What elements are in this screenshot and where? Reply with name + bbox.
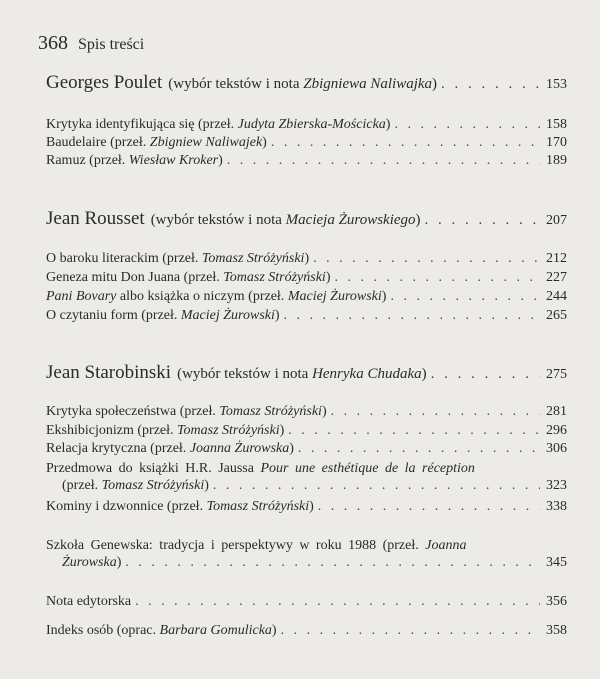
page-ref: 296 xyxy=(546,423,567,438)
running-title: Spis treści xyxy=(78,36,145,53)
toc-entry-multiline xyxy=(0,461,600,494)
translator: Maciej Żurowski xyxy=(287,289,382,304)
translator: Joanna Żurowska xyxy=(189,441,290,456)
entry-title: Ekshibicjonizm (przeł. xyxy=(46,423,178,438)
translator: Tomasz Stróżyński xyxy=(101,478,205,493)
translator: Tomasz Stróżyński xyxy=(223,270,326,285)
toc-entry xyxy=(0,404,600,420)
entry-title: Ramuz (przeł. xyxy=(46,153,129,168)
running-header xyxy=(38,32,144,55)
entry-close: ) xyxy=(116,555,122,570)
toc-entry-szkola xyxy=(0,538,600,571)
dot-leader xyxy=(281,623,540,639)
page-ref: 207 xyxy=(546,213,567,228)
section-note: (wybór tekstów i nota xyxy=(177,366,313,382)
section-note-close: ) xyxy=(415,212,421,228)
translator: Wiesław Kroker xyxy=(128,153,219,168)
entry-close: ) xyxy=(279,423,285,438)
toc-entry xyxy=(0,289,600,305)
page-number: 368 xyxy=(38,32,68,54)
translator: Zbigniew Naliwajek xyxy=(149,135,263,150)
entry-close: ) xyxy=(321,404,327,419)
entry-close: ) xyxy=(274,308,280,323)
section-name: Jean Starobinski xyxy=(46,362,172,383)
entry-close: ) xyxy=(304,251,310,266)
section-note-author: Henryka Chudaka xyxy=(312,366,422,382)
entry-title: Krytyka identyfikująca się (przeł. xyxy=(46,117,238,132)
page-ref: 212 xyxy=(546,251,567,266)
entry-close: ) xyxy=(289,441,294,456)
section-note-author: Zbigniewa Naliwajka xyxy=(303,76,433,92)
section-note-close: ) xyxy=(432,76,438,92)
section-heading-rousset xyxy=(0,208,600,230)
dot-leader xyxy=(318,499,540,515)
entry-close: ) xyxy=(385,117,391,132)
entry-continuation: (przeł. xyxy=(62,478,102,493)
dot-leader xyxy=(431,366,540,383)
toc-entry xyxy=(0,308,600,324)
page-ref: 323 xyxy=(546,478,567,493)
toc-entry xyxy=(0,135,600,151)
section-note-close: ) xyxy=(421,366,427,382)
entry-title: Indeks osób (oprac. xyxy=(46,623,160,638)
dot-leader xyxy=(135,594,540,610)
toc-entry-indeks xyxy=(0,623,600,639)
section-heading-poulet xyxy=(0,72,600,94)
section-heading-starobinski xyxy=(0,362,600,384)
page-ref: 338 xyxy=(546,499,567,514)
page-ref: 306 xyxy=(546,441,567,456)
dot-leader xyxy=(335,270,541,286)
page-ref: 189 xyxy=(546,153,567,168)
page-ref: 358 xyxy=(546,623,567,638)
entry-close: ) xyxy=(271,623,277,638)
entry-title: Nota edytorska xyxy=(46,594,132,609)
toc-entry xyxy=(0,251,600,267)
page-ref: 281 xyxy=(546,404,567,419)
translator: Maciej Żurowski xyxy=(180,308,275,323)
entry-title: Kominy i dzwonnice (przeł. xyxy=(46,499,207,514)
translator: Tomasz Stróżyński xyxy=(177,423,280,438)
toc-entry xyxy=(0,153,600,169)
page-ref: 275 xyxy=(546,367,567,382)
entry-title: Relacja krytyczna (przeł. xyxy=(46,441,190,456)
entry-title: Przedmowa do książki H.R. Jaussa xyxy=(46,461,261,476)
dot-leader xyxy=(390,289,540,305)
translator: Tomasz Stróżyński xyxy=(201,251,305,266)
section-name: Jean Rousset xyxy=(46,208,145,229)
dot-leader xyxy=(125,555,540,571)
entry-close: ) xyxy=(204,478,209,493)
page-ref: 345 xyxy=(546,555,567,570)
translator: Tomasz Stróżyński xyxy=(206,499,310,514)
translator: Judyta Zbierska-Mościcka xyxy=(237,117,386,132)
entry-close: ) xyxy=(309,499,314,514)
entry-close: ) xyxy=(325,270,331,285)
translator: Tomasz Stróżyński xyxy=(219,404,322,419)
toc-entry xyxy=(0,499,600,515)
toc-entry-nota xyxy=(0,594,600,610)
toc-entry xyxy=(0,423,600,439)
page-ref: 158 xyxy=(546,117,567,132)
entry-italic-title: Pani Bovary xyxy=(46,289,117,304)
dot-leader xyxy=(331,404,540,420)
entry-title: O baroku literackim (przeł. xyxy=(46,251,202,266)
entry-title: Krytyka społeczeństwa (przeł. xyxy=(46,404,220,419)
entry-title: albo książka o niczym (przeł. xyxy=(116,289,288,304)
dot-leader xyxy=(425,212,540,229)
dot-leader xyxy=(298,441,540,457)
page-ref: 356 xyxy=(546,594,567,609)
entry-title: Baudelaire (przeł. xyxy=(46,135,150,150)
toc-entry xyxy=(0,441,600,457)
entry-title: Szkoła Genewska: tradycja i perspektywy w roku 1988 (przeł. xyxy=(46,538,426,553)
entry-close: ) xyxy=(381,289,387,304)
dot-leader xyxy=(394,117,540,133)
translator: Joanna xyxy=(425,538,467,553)
translator-continuation: Żurowska xyxy=(62,555,117,570)
entry-close: ) xyxy=(218,153,223,168)
dot-leader xyxy=(227,153,540,169)
entry-title: Geneza mitu Don Juana (przeł. xyxy=(46,270,224,285)
entry-close: ) xyxy=(262,135,267,150)
entry-italic-title: Pour une esthétique de la réception xyxy=(260,461,475,476)
section-note: (wybór tekstów i nota xyxy=(150,212,286,228)
page-ref: 227 xyxy=(546,270,567,285)
page-ref: 153 xyxy=(546,77,567,92)
section-note: (wybór tekstów i nota xyxy=(168,76,304,92)
page-ref: 265 xyxy=(546,308,567,323)
dot-leader xyxy=(284,308,540,324)
section-note-author: Macieja Żurowskiego xyxy=(285,212,416,228)
section-name: Georges Poulet xyxy=(46,72,163,93)
entry-title: O czytaniu form (przeł. xyxy=(46,308,181,323)
dot-leader xyxy=(288,423,540,439)
dot-leader xyxy=(441,76,540,93)
page-ref: 170 xyxy=(546,135,567,150)
translator: Barbara Gomulicka xyxy=(159,623,272,638)
page-ref: 244 xyxy=(546,289,567,304)
toc-entry xyxy=(0,270,600,286)
dot-leader xyxy=(313,251,540,267)
dot-leader xyxy=(271,135,540,151)
dot-leader xyxy=(213,478,540,494)
toc-entry xyxy=(0,117,600,133)
